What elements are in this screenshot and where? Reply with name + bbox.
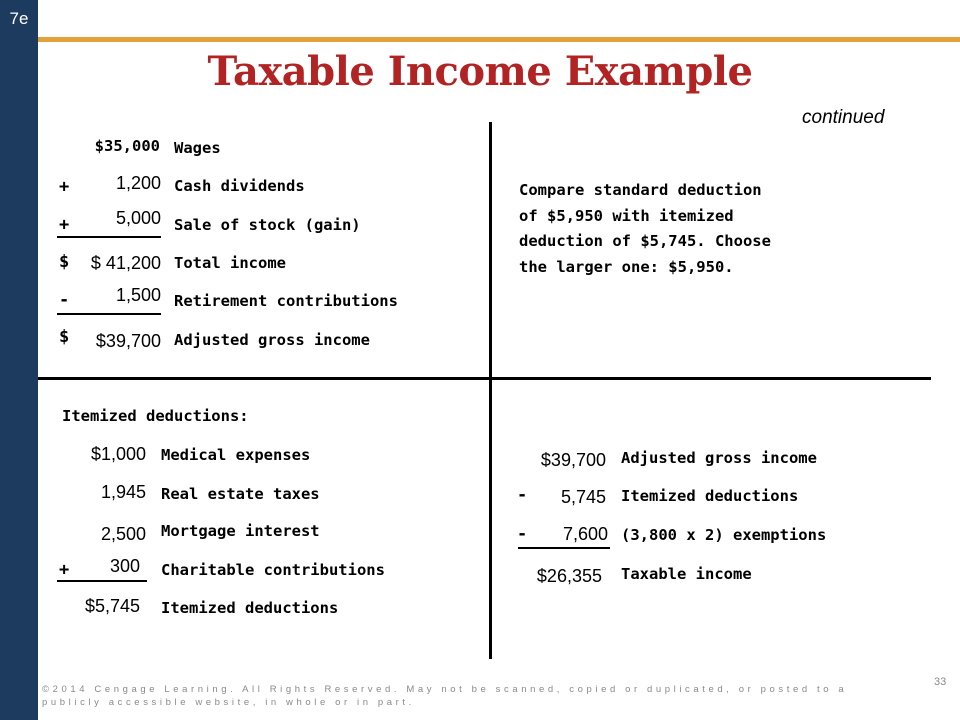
itemized-amount: $5,745 (84, 596, 140, 616)
itemized-label: Itemized deductions (161, 599, 339, 617)
left-sidebar-bar (0, 0, 38, 720)
subtotal-rule (518, 547, 610, 549)
itemized-label: Mortgage interest (161, 522, 320, 540)
income-label: Cash dividends (174, 177, 305, 195)
edition-label: 7e (9, 9, 29, 28)
taxable-label: Taxable income (621, 565, 752, 583)
income-amount: 1,200 (115, 173, 161, 193)
itemized-label: Charitable contributions (161, 561, 385, 579)
income-label: Adjusted gross income (174, 331, 370, 349)
income-amount: $ 41,200 (90, 253, 161, 273)
subtotal-rule (57, 236, 161, 238)
itemized-amount: $1,000 (90, 444, 146, 464)
taxable-label: Itemized deductions (621, 487, 799, 505)
subtotal-rule (57, 580, 147, 582)
income-label: Wages (174, 139, 221, 157)
continued-label: continued (802, 107, 885, 128)
itemized-amount: 1,945 (100, 482, 146, 502)
itemized-label: Medical expenses (161, 446, 311, 464)
income-amount: 5,000 (115, 208, 161, 228)
page-number: 33 (934, 676, 947, 688)
slide-title: Taxable Income Example (207, 48, 753, 95)
taxable-sign: - (517, 485, 528, 505)
income-amount: $35,000 (94, 137, 160, 155)
taxable-amount: $39,700 (540, 450, 606, 470)
itemized-heading: Itemized deductions: (62, 407, 249, 425)
income-label: Total income (174, 254, 286, 272)
taxable-label: Adjusted gross income (621, 449, 817, 467)
subtotal-rule (57, 313, 161, 315)
income-label: Retirement contributions (174, 292, 398, 310)
taxable-amount: $26,355 (536, 566, 602, 586)
income-amount: $39,700 (95, 331, 161, 351)
itemized-label: Real estate taxes (161, 485, 320, 503)
taxable-amount: 5,745 (560, 487, 606, 507)
income-label: Sale of stock (gain) (174, 216, 361, 234)
income-sign: $ (59, 252, 70, 272)
income-sign: + (59, 215, 70, 235)
copyright-notice: ©2014 Cengage Learning. All Rights Reserved. May not be scanned, copied or duplicated, or posted to a publicly accessible website, in whole or in part. (42, 684, 848, 708)
income-sign: $ (59, 327, 70, 347)
itemized-amount: 2,500 (100, 524, 146, 544)
taxable-label: (3,800 x 2) exemptions (621, 526, 827, 544)
taxable-amount: 7,600 (562, 524, 608, 544)
itemized-amount: 300 (109, 556, 140, 576)
horizontal-divider (38, 377, 931, 380)
top-accent-bar (38, 37, 960, 42)
income-amount: 1,500 (115, 285, 161, 305)
deduction-comparison-note: Compare standard deduction of $5,950 with itemized deduction of $5,745. Choose the larger one: $5,950. (519, 181, 771, 276)
income-sign: - (59, 290, 70, 310)
itemized-sign: + (59, 560, 70, 580)
income-sign: + (59, 177, 70, 197)
taxable-sign: - (517, 524, 528, 544)
vertical-divider (489, 122, 492, 659)
